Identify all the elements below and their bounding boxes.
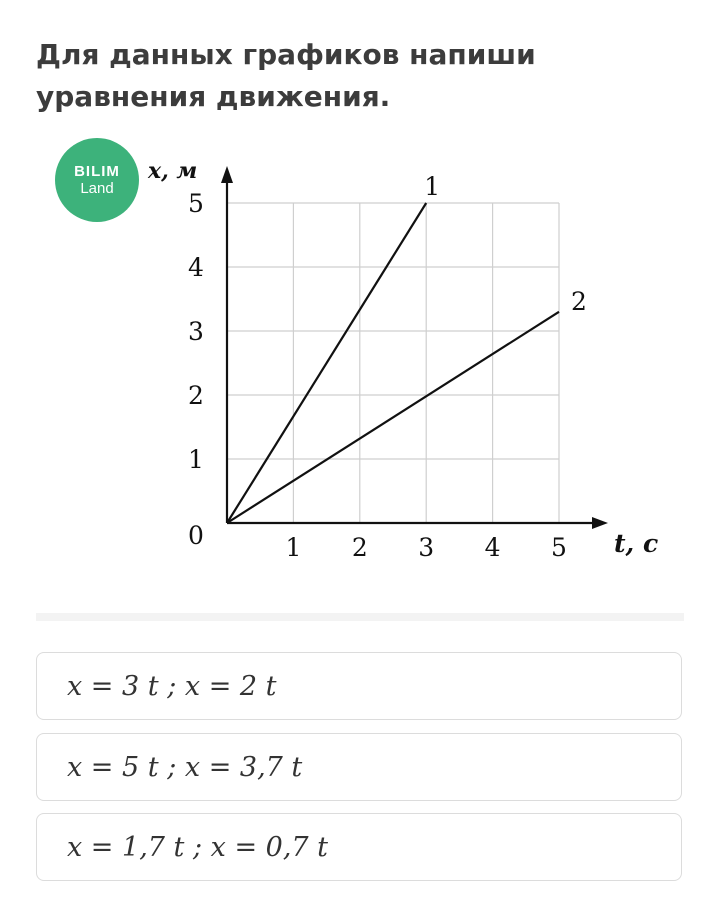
series-label-1: 1	[424, 172, 441, 201]
answer-option-2[interactable]	[36, 733, 682, 801]
x-tick-label: 1	[285, 533, 302, 562]
x-tick-label: 2	[351, 533, 368, 562]
logo-line-2: Land	[80, 180, 114, 197]
series-line-1	[227, 203, 426, 523]
chart-grid	[227, 203, 559, 523]
y-tick-label: 5	[188, 189, 204, 218]
series-label-2: 2	[571, 286, 587, 316]
x-axis-arrow	[592, 517, 608, 529]
series-line-2	[227, 312, 559, 523]
chart-series	[227, 203, 559, 523]
y-tick-label: 3	[188, 317, 204, 346]
question-text: Для данных графиков напиши уравнения движения.	[36, 38, 536, 113]
x-tick-label: 5	[551, 533, 567, 562]
answer-option-3[interactable]	[36, 813, 682, 881]
y-tick-label: 2	[188, 381, 204, 410]
x-axis-label: t, с	[614, 529, 659, 558]
divider	[36, 613, 684, 621]
y-tick-label: 4	[188, 253, 204, 282]
answer-option-1[interactable]	[36, 652, 682, 720]
answer-option-text: x = 1,7 t ; x = 0,7 t	[67, 831, 329, 863]
origin-label: 0	[188, 521, 204, 550]
answer-option-text: x = 5 t ; x = 3,7 t	[67, 751, 303, 783]
x-tick-label: 3	[418, 533, 435, 562]
chart-labels	[147, 158, 658, 562]
logo-line-1: BILIM	[74, 163, 120, 180]
answer-option-text: x = 3 t ; x = 2 t	[67, 670, 277, 702]
motion-chart	[0, 140, 720, 570]
x-tick-label: 4	[484, 533, 501, 562]
y-axis-label: x, м	[148, 158, 198, 184]
y-axis-arrow	[221, 166, 233, 183]
y-tick-label: 1	[188, 445, 204, 474]
